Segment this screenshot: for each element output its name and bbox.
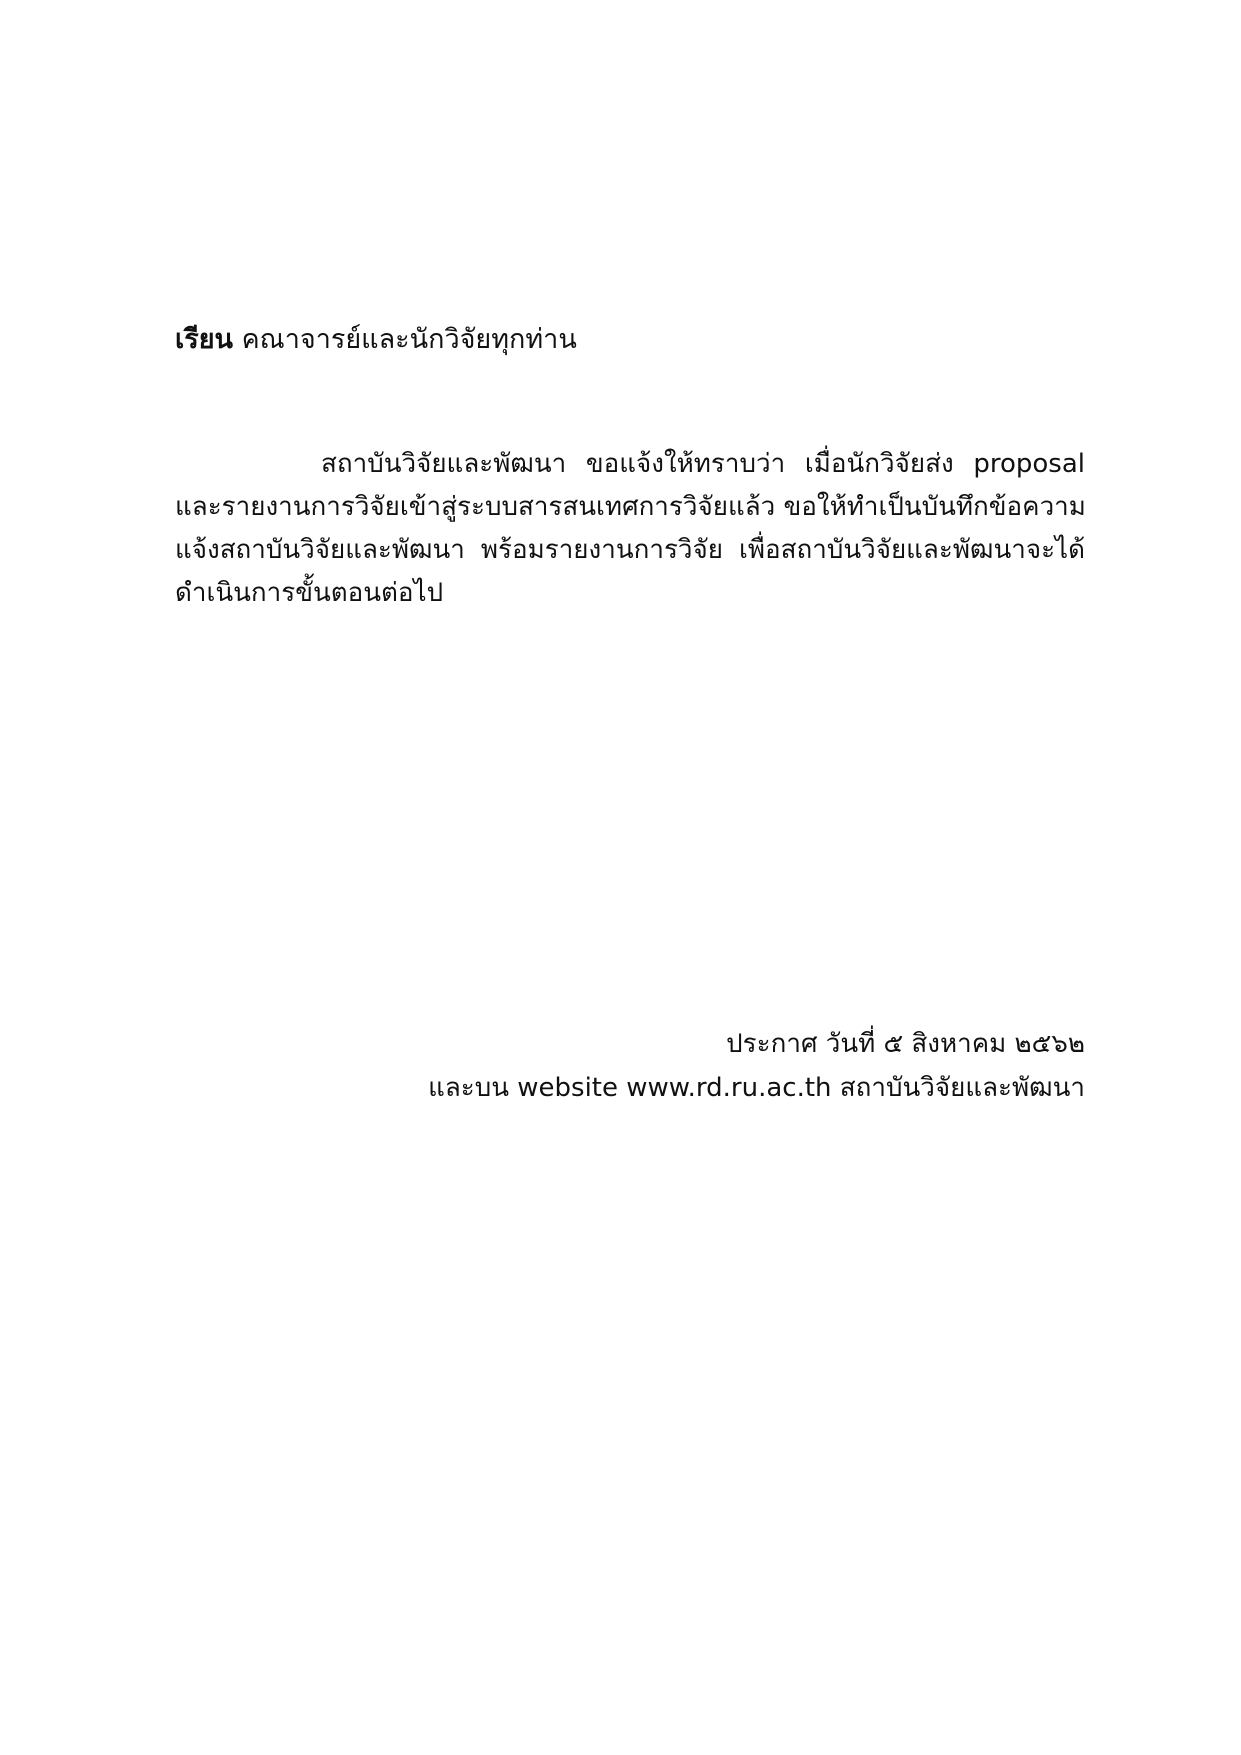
salutation-recipients: คณาจารย์และนักวิจัยทุกท่าน [241,324,577,355]
salutation-label: เรียน [175,324,234,355]
announcement-body [175,443,1085,615]
salutation [175,320,577,360]
website-line: และบน website www.rd.ru.ac.th สถาบันวิจัยและพัฒนา [428,1073,1085,1103]
announcement-date: ประกาศ วันที่ ๕ สิงหาคม ๒๕๖๒ [726,1029,1085,1059]
body-line-3: แจ้งสถาบันวิจัยและพัฒนา พร้อมรายงานการวิจัย เพื่อสถาบันวิจัยและพัฒนาจะได้ [175,535,1085,565]
body-line-4: ดำเนินการขั้นตอนต่อไป [175,578,444,608]
signature-block [428,1022,1085,1110]
body-line-1: สถาบันวิจัยและพัฒนา ขอแจ้งให้ทราบว่า เมื่อนักวิจัยส่ง proposal [321,449,1085,479]
body-line-2: และรายงานการวิจัยเข้าสู่ระบบสารสนเทศการวิจัยแล้ว ขอให้ทำเป็นบันทึกข้อความ [175,492,1086,522]
